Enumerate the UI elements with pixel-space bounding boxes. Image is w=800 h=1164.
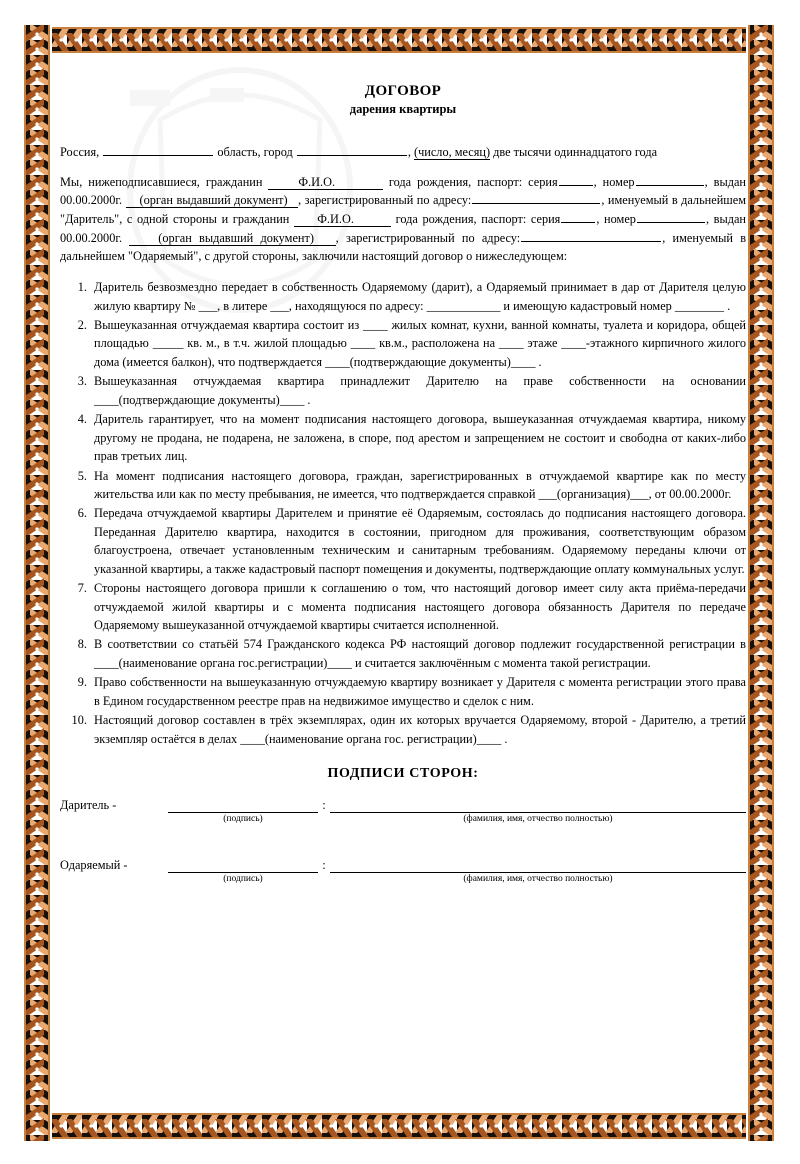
signatures-heading: ПОДПИСИ СТОРОН: (327, 766, 479, 782)
caption-signature-donor: (подпись) (223, 814, 263, 825)
clause-item: 8. В соответствии со статьёй 574 Гражданского кодекса РФ настоящий договор подлежит государственной регистрации в ____(наименование органа гос.регистрации)____ и считается заключённым с момента такой регистрации. (90, 635, 746, 672)
signature-block-donee (60, 858, 746, 884)
caption-colon-spacer (318, 874, 330, 884)
signature-row (60, 858, 746, 873)
signature-spacer (60, 824, 746, 842)
signature-line-donor[interactable] (168, 800, 318, 813)
preamble-s12: , выдан 00.00.2000г. (60, 212, 747, 245)
clause-item: 1. Даритель безвозмездно передает в собственность Одаряемому (дарит), а Одаряемый принимает в дар от Дарителя целую жилую квартиру № ___, в литере ___, находящуюся по адресу: ____________ и имеющую кадастровый номер ________ . (90, 278, 746, 315)
preamble-s7: , зарегистрированный по адресу: (298, 193, 472, 208)
frame-border-top (22, 25, 776, 55)
blank-issuer-donor: (орган выдавший документ) (126, 193, 299, 208)
preamble-s14: , зарегистрированный по адресу: (335, 230, 521, 245)
signature-label-donor: Даритель - (60, 798, 117, 813)
document-title: ДОГОВОР (364, 83, 442, 99)
blank-address-donee (521, 229, 661, 241)
preamble-year: две тысячи одиннадцатого года (493, 145, 658, 159)
preamble-s1: Мы, нижеподписавшиеся, гражданин (60, 174, 263, 189)
blank-address-donor (472, 192, 600, 204)
clause-list (60, 278, 746, 748)
signature-line-donee[interactable] (168, 860, 318, 873)
preamble-s5: , выдан 00.00.2000г. (60, 174, 746, 208)
signature-label-donee: Одаряемый - (60, 858, 128, 873)
blank-number-donee (637, 211, 705, 223)
preamble-day-month: (число, месяц) (413, 145, 491, 159)
preamble-s8: , именуемый в дальнейшем "Даритель", с одной стороны и гражданин (60, 193, 746, 227)
clause-item: 7. Стороны настоящего договора пришли к соглашению о том, что настоящий договор имеет силу акта приёма-передачи отчуждаемой жилой квартиры и с момента подписания настоящего договора обязанность Дарителя по передаче Одаряемому вышеуказанной отчуждаемой квартиры считается исполненной. (90, 579, 746, 634)
caption-spacer (60, 814, 168, 824)
document-content (60, 70, 746, 1080)
clause-item: 4. Даритель гарантирует, что на момент подписания настоящего договора, вышеуказанная отчуждаемая квартира, никому другому не продана, не подарена, не заложена, в споре, под арестом и запрещением не состоит и свободна от каких-либо прав третьих лиц. (90, 410, 746, 465)
caption-colon-spacer (318, 814, 330, 824)
clause-item: 5. На момент подписания настоящего договора, граждан, зарегистрированных в отчуждаемой квартире как по месту жительства или как по месту пребывания, не имеется, что подтверждается справкой ___(организация)___, от 00.00.2000г. (90, 467, 746, 504)
caption-signature-donee: (подпись) (223, 874, 263, 885)
blank-series-donee (561, 211, 595, 223)
preamble-s3: года рождения, паспорт: серия (388, 174, 558, 189)
signature-colon: : (322, 858, 326, 873)
preamble-s15: , именуемый в дальнейшем "Одаряемый", с другой стороны, заключили настоящий договор о нижеследующем: (60, 230, 747, 264)
signature-block-donor (60, 798, 746, 824)
blank-issuer-donee: (орган выдавший документ) (129, 231, 335, 246)
frame-border-left (22, 25, 52, 1141)
blank-series-donor (559, 173, 593, 185)
document-subtitle: дарения квартиры (349, 102, 457, 116)
preamble-country: Россия, (60, 145, 100, 159)
caption-fullname-donee: (фамилия, имя, отчество полностью) (463, 874, 613, 885)
signature-caption-row (60, 814, 746, 824)
blank-fio-donor: Ф.И.О. (268, 175, 382, 190)
frame-border-bottom (22, 1111, 776, 1141)
fullname-line-donee[interactable] (330, 860, 746, 873)
signature-caption-row (60, 874, 746, 884)
clause-item: 9. Право собственности на вышеуказанную отчуждаемую квартиру возникает у Дарителя с момента регистрации этого права в Едином государственном реестре прав на недвижимое имущество и сделок с ним. (90, 673, 746, 710)
signature-colon: : (322, 798, 326, 813)
preamble (60, 143, 746, 266)
preamble-comma: , (407, 145, 411, 159)
preamble-s10: года рождения, паспорт: серия (395, 212, 561, 227)
preamble-s4: , номер (593, 174, 635, 189)
blank-region (103, 144, 213, 156)
caption-fullname-donor: (фамилия, имя, отчество полностью) (463, 814, 613, 825)
preamble-s11: , номер (596, 212, 636, 227)
preamble-region-label: область, город (217, 145, 293, 159)
preamble-date-line (60, 143, 746, 162)
preamble-parties (60, 173, 746, 266)
clause-item: 2. Вышеуказанная отчуждаемая квартира состоит из ____ жилых комнат, кухни, ванной комнаты, туалета и коридора, общей площадью _____ кв. м., в т.ч. жилой площадью ____ кв.м., расположена на ____ этаже ____-этажного кирпичного жилого дома (имеется балкон), что подтверждается ____(подтверждающие документы)____ . (90, 316, 746, 371)
fullname-line-donor[interactable] (330, 800, 746, 813)
clause-item: 10. Настоящий договор составлен в трёх экземплярах, один их которых вручается Одаряемому, второй - Дарителю, а третий экземпляр остаётся в делах ____(наименование органа гос. регистрации)____ . (90, 711, 746, 748)
blank-fio-donee: Ф.И.О. (294, 212, 391, 227)
signature-row (60, 798, 746, 813)
blank-number-donor (636, 173, 704, 185)
frame-border-right (746, 25, 776, 1141)
blank-city (297, 144, 407, 156)
caption-spacer (60, 874, 168, 884)
clause-item: 3. Вышеуказанная отчуждаемая квартира принадлежит Дарителю на праве собственности на основании ____(подтверждающие документы)____ . (90, 372, 746, 409)
clause-item: 6. Передача отчуждаемой квартиры Дарителем и принятие её Одаряемым, состоялась до подписания настоящего договора. Переданная Дарителю квартира, находится в состоянии, пригодном для проживания, соответствующим образом благоустроена, отвечает установленным техническим и санитарным требованиям. Одаряемому переданы ключи от указанной квартиры, а также кадастровый паспорт помещения и документы, подтверждающие оплату коммунальных услуг. (90, 504, 746, 578)
